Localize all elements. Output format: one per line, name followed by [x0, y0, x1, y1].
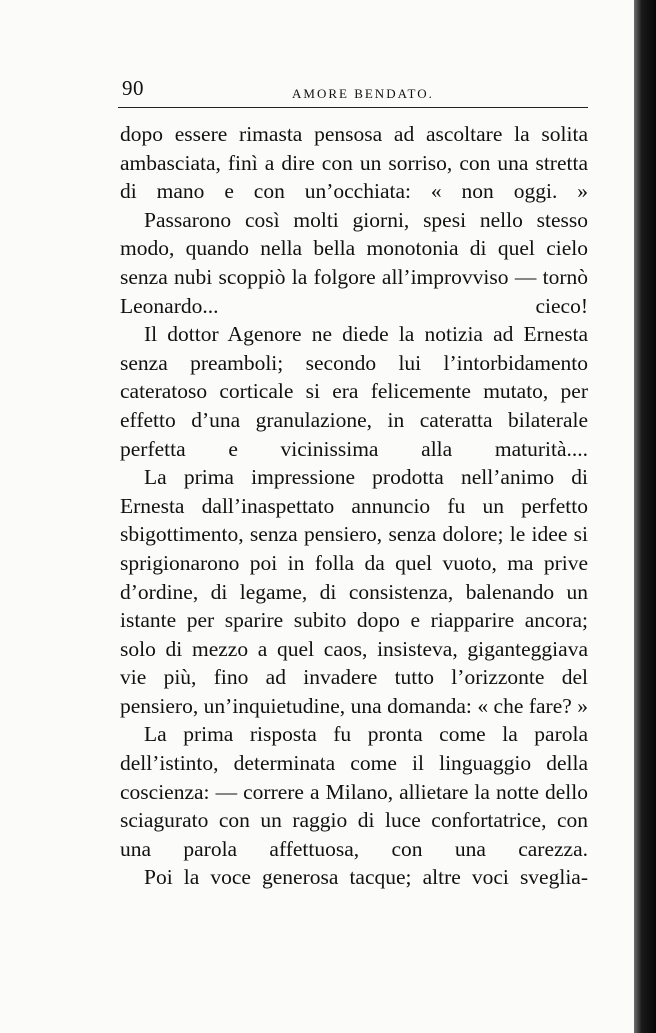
paragraph-5: La prima risposta fu pronta come la parola dell’istinto, determinata come il linguaggio della coscienza: — correre a Milano, allietare la notte dello sciagurato con un raggio di luce confortatrice, con una parola affettuosa, con una carezza.: [120, 722, 588, 861]
body-text: [120, 120, 588, 892]
running-title: AMORE BENDATO.: [292, 86, 434, 101]
page-header: [122, 74, 588, 104]
paragraph-3: Il dottor Agenore ne diede la notizia ad Ernesta senza preamboli; secondo lui l’intorbidamento cateratoso corticale si era felicemente mutato, per effetto d’una granulazione, in cateratta bilaterale perfetta e vicinissima alla maturità....: [120, 322, 588, 461]
paragraph-4: La prima impressione prodotta nell’animo di Ernesta dall’inaspettato annuncio fu un perfetto sbigottimento, senza pensiero, senza dolore; le idee si sprigionarono poi in folla da quel vuoto, ma prive d’ordine, di legame, di consistenza, balenando un istante per sparire subito dopo e riapparire ancora; solo di mezzo a quel caos, insisteva, giganteggiava vie più, fino ad invadere tutto l’orizzonte del pensiero, un’inquietudine, una domanda: « che fare? »: [120, 465, 588, 718]
paragraph-1: dopo essere rimasta pensosa ad ascoltare la solita ambasciata, finì a dire con un sorriso, con una stretta di mano e con un’occhiata: « non oggi. »: [120, 122, 588, 204]
page-number: 90: [122, 76, 144, 100]
paragraph-2: Passarono così molti giorni, spesi nello stesso modo, quando nella bella monotonia di quel cielo senza nubi scoppiò la folgore all’improvviso — tornò Leonardo... cieco!: [120, 207, 588, 318]
paragraph-6: Poi la voce generosa tacque; altre voci sveglia-: [144, 865, 588, 890]
header-rule: [118, 107, 588, 108]
book-spine-edge: [634, 0, 656, 1033]
